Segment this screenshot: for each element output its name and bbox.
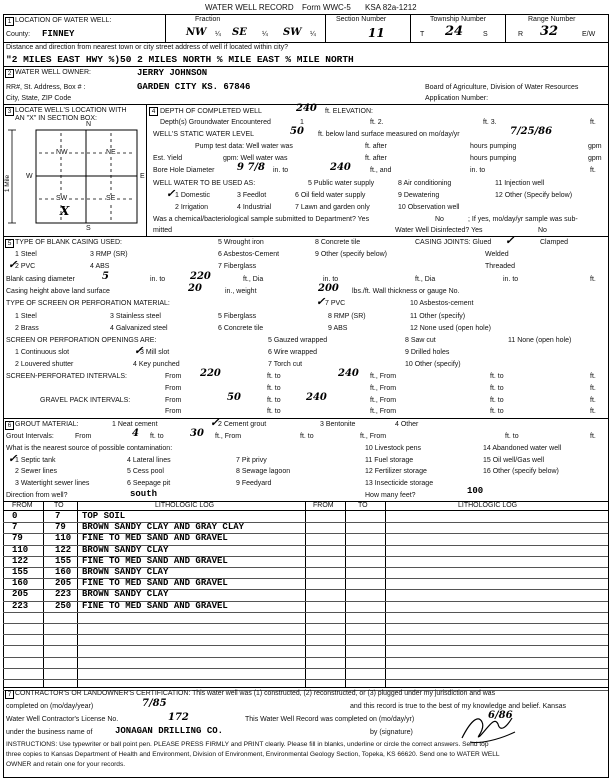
disinfect-no: No	[538, 227, 547, 234]
log-header-to: TO	[54, 502, 64, 509]
township-t: T	[420, 31, 425, 38]
log-description-cell: FINE TO MED SAND AND GRAVEL	[82, 600, 228, 611]
opening-7: 7 Torch cut	[268, 361, 303, 368]
completed-label: completed on (mo/day/year)	[6, 703, 94, 710]
log-to-cell: 7	[55, 511, 61, 521]
quarter-2: ¼	[262, 31, 268, 38]
gravel-from: From	[165, 397, 182, 404]
board-label: Board of Agriculture, Division of Water Resources	[425, 84, 579, 91]
contam-7: 7 Pit privy	[236, 457, 267, 464]
gravel-ft-to-3: ft. to	[267, 408, 281, 415]
casing-weight-label: in., weight	[225, 288, 257, 295]
chem-if: ; If yes, mo/day/yr sample was sub-	[468, 216, 578, 223]
contam-11: 11 Fuel storage	[365, 457, 414, 464]
log-header-lithologic: LITHOLOGIC LOG	[155, 502, 215, 509]
log-header-to-2: TO	[358, 502, 368, 509]
perf-ft-to: ft. to	[267, 373, 281, 380]
contam-label: What is the nearest source of possible contamination:	[6, 445, 173, 452]
range-value: 32	[540, 24, 559, 39]
casing-diameter-to: 220	[190, 271, 211, 282]
yield-gpm-end: gpm	[588, 155, 602, 162]
business-label: under the business name of	[6, 729, 93, 736]
grout-ft-to-2: ft. to	[300, 433, 314, 440]
form-number: Form WWC-5	[302, 3, 351, 12]
casing-label: TYPE OF BLANK CASING USED:	[15, 239, 122, 246]
log-to-cell: 155	[55, 555, 72, 566]
perf-from-2: From	[165, 385, 182, 392]
yield-label: Est. Yield	[153, 155, 183, 162]
use-7: 7 Lawn and garden only	[295, 204, 370, 211]
bore-ft-and: ft., and	[370, 167, 392, 174]
screen-8: 8 RMP (SR)	[328, 313, 366, 320]
fraction-3: SW	[283, 27, 302, 38]
fraction-2: SE	[232, 27, 247, 38]
casing-6: 6 Asbestos-Cement	[218, 251, 280, 258]
use-3: 3 Feedlot	[237, 192, 267, 199]
septic-check: ✓	[8, 452, 18, 465]
record-date: 6/86	[488, 710, 513, 721]
bore-ft-end: ft.	[590, 167, 596, 174]
log-description-cell: FINE TO MED SAND AND GRAVEL	[82, 578, 228, 589]
instructions-line-1: INSTRUCTIONS: Use typewriter or ball point pen. PLEASE PRESS FIRMLY and PRINT clearly. Please fill in blanks, underline or circle the correct answers. Send top	[6, 741, 489, 748]
screen-label: TYPE OF SCREEN OR PERFORATION MATERIAL:	[6, 300, 170, 307]
yield-ft-after: ft. after	[365, 155, 387, 162]
contam-4: 4 Lateral lines	[127, 457, 171, 464]
contam-15: 15 Oil well/Gas well	[483, 457, 545, 464]
grout-to-value: 30	[190, 428, 204, 439]
license-label: Water Well Contractor's License No.	[6, 716, 119, 723]
gravel-ft-to-4: ft. to	[490, 408, 504, 415]
cement-grout-check: ✓	[210, 416, 220, 429]
grout-2: 2 Cement grout	[218, 421, 267, 428]
contam-14: 14 Abandoned water well	[483, 445, 562, 452]
perf-ft-from: ft., From	[370, 373, 397, 380]
log-from-cell: 79	[12, 533, 23, 544]
groundwater-label: Depth(s) Groundwater Encountered	[160, 119, 271, 126]
license-value: 172	[168, 712, 189, 723]
casing-diameter-in-to: in. to	[150, 276, 166, 283]
screen-4: 4 Galvanized steel	[110, 325, 168, 332]
casing-threaded: Threaded	[485, 263, 515, 270]
screen-11: 11 Other (specify)	[410, 313, 466, 320]
contam-1: 1 Septic tank	[15, 457, 56, 464]
glued-check-mark: ✓	[505, 234, 515, 247]
casing-diameter-ft: ft., Dia	[243, 276, 264, 283]
direction-label: Direction from well?	[6, 492, 68, 499]
gravel-to-value: 240	[306, 392, 327, 403]
use-10: 10 Observation well	[398, 204, 460, 211]
static-level-label: WELL'S STATIC WATER LEVEL	[153, 131, 255, 138]
screen-5: 5 Fiberglass	[218, 313, 257, 320]
distance-label: Distance and direction from nearest town or city street address of well if located within city?	[6, 44, 289, 51]
grout-from-value: 4	[132, 428, 139, 439]
log-from-cell: 205	[12, 589, 29, 600]
groundwater-ft2: ft. 2.	[370, 119, 384, 126]
depth-label: DEPTH OF COMPLETED WELL	[160, 108, 262, 115]
yield-gpm: gpm: Well water was	[223, 155, 288, 162]
gravel-ft-from-2: ft., From	[370, 408, 397, 415]
perf-ft-to-4: ft. to	[490, 385, 504, 392]
log-description-cell: FINE TO MED SAND AND GRAVEL	[82, 533, 228, 544]
contam-3: 3 Watertight sewer lines	[15, 480, 90, 487]
section-6-number: 6	[5, 421, 14, 430]
bore-in-to-2: in. to	[470, 167, 486, 174]
instructions-line-3: OWNER and retain one for your records.	[6, 761, 126, 768]
opening-6: 6 Wire wrapped	[268, 349, 318, 356]
casing-clamped: Clamped	[540, 239, 569, 246]
grout-1: 1 Neat cement	[112, 421, 158, 428]
pump-test-label: Pump test data: Well water was	[195, 143, 293, 150]
section-1-number: 1	[5, 17, 14, 26]
map-n: N	[86, 121, 92, 128]
map-mile: 1 Mile	[4, 174, 12, 193]
fraction-label: Fraction	[195, 16, 221, 23]
gravel-ft: ft.	[590, 397, 596, 404]
log-to-cell: 79	[55, 522, 66, 533]
use-5: 5 Public water supply	[308, 180, 375, 187]
section-number-value: 11	[368, 26, 385, 40]
use-6: 6 Oil field water supply	[295, 192, 366, 199]
range-r: R	[518, 31, 524, 38]
pump-hours: hours pumping	[470, 143, 517, 150]
screen-1: 1 Steel	[15, 313, 37, 320]
location-label: LOCATION OF WATER WELL:	[15, 17, 112, 24]
range-label: Range Number	[528, 16, 576, 23]
gravel-from-2: From	[165, 408, 182, 415]
log-from-cell: 0	[12, 511, 18, 521]
casing-height-value: 20	[188, 283, 202, 294]
casing-8: 8 Concrete tile	[315, 239, 361, 246]
log-from-cell: 155	[12, 567, 29, 577]
address-value: GARDEN CITY KS. 67846	[137, 82, 251, 92]
gravel-ft-to: ft. to	[267, 397, 281, 404]
perf-ft-from-2: ft., From	[370, 385, 397, 392]
casing-diameter-in-to-3: in. to	[503, 276, 519, 283]
casing-2: 2 PVC	[15, 263, 36, 270]
casing-joints-label: CASING JOINTS: Glued	[415, 239, 492, 246]
township-s: S	[483, 31, 488, 38]
log-from-cell: 223	[12, 600, 29, 611]
bore-in-to: in. to	[273, 167, 289, 174]
perforated-label: SCREEN-PERFORATED INTERVALS:	[6, 373, 127, 380]
depth-ft: ft. ELEVATION:	[325, 108, 373, 115]
groundwater-ft3: ft. 3.	[483, 119, 497, 126]
grout-ft-to-3: ft. to	[505, 433, 519, 440]
howmany-value: 100	[467, 486, 484, 496]
section-7-number: 7	[5, 690, 14, 699]
use-9: 9 Dewatering	[398, 192, 440, 199]
opening-4: 4 Key punched	[133, 361, 180, 368]
log-from-cell: 160	[12, 578, 29, 589]
township-value: 24	[445, 24, 464, 39]
casing-3: 3 RMP (SR)	[90, 251, 128, 258]
quadrant-se: SE	[106, 195, 116, 202]
direction-value: south	[130, 489, 158, 499]
casing-welded: Welded	[485, 251, 509, 258]
screen-2: 2 Brass	[15, 325, 39, 332]
township-label: Township Number	[430, 16, 487, 23]
grout-4: 4 Other	[395, 421, 419, 428]
contam-10: 10 Livestock pens	[365, 445, 422, 452]
perf-to-value: 240	[338, 368, 359, 379]
log-description-cell: TOP SOIL	[82, 511, 126, 521]
instructions-line-2: three copies to Kansas Department of Health and Environment, Division of Environment, Environmental Geology Section, Topeka, KS 66620. Send one to WATER WELL	[6, 751, 500, 758]
screen-9: 9 ABS	[328, 325, 348, 332]
chem-mitted: mitted	[153, 227, 173, 234]
contam-8: 8 Sewage lagoon	[236, 468, 291, 475]
completed-rest: and this record is true to the best of my knowledge and belief. Kansas	[350, 703, 566, 710]
gravel-ft-2: ft.	[590, 408, 596, 415]
map-w: W	[26, 173, 33, 180]
grout-from: From	[75, 433, 92, 440]
groundwater-ft: ft.	[590, 119, 596, 126]
use-label: WELL WATER TO BE USED AS:	[153, 180, 256, 187]
section-3-number: 3	[5, 107, 14, 116]
log-header-from: FROM	[12, 502, 33, 509]
casing-diameter-ft-3: ft.	[590, 276, 596, 283]
grout-ft-from-2: ft., From	[360, 433, 387, 440]
distance-value: "2 MILES EAST HWY %)50 2 MILES NORTH % MILE EAST % MILE NORTH	[6, 54, 354, 65]
use-11: 11 Injection well	[495, 180, 545, 187]
casing-4: 4 ABS	[90, 263, 110, 270]
log-to-cell: 110	[55, 533, 72, 544]
perf-ft: ft.	[590, 373, 596, 380]
county-label: County:	[6, 31, 31, 38]
grout-ft-to: ft. to	[150, 433, 164, 440]
business-value: JONAGAN DRILLING CO.	[115, 726, 224, 736]
yield-hours: hours pumping	[470, 155, 517, 162]
contam-12: 12 Fertilizer storage	[365, 468, 427, 475]
section-2-number: 2	[5, 69, 14, 78]
log-to-cell: 160	[55, 567, 72, 577]
quarter-3: ¼	[310, 31, 316, 38]
quadrant-sw: SW	[56, 195, 68, 202]
static-level-value: 50	[290, 126, 304, 137]
license-rest: This Water Well Record was completed on (mo/day/yr)	[245, 716, 415, 723]
casing-diameter-in-to-2: in. to	[323, 276, 339, 283]
log-description-cell: BROWN SANDY CLAY AND GRAY CLAY	[82, 522, 245, 533]
static-level-date: 7/25/86	[510, 126, 553, 137]
chem-no: No	[435, 216, 444, 223]
howmany-label: How many feet?	[365, 492, 416, 499]
log-to-cell: 122	[55, 544, 72, 555]
casing-weight-unit: lbs./ft. Wall thickness or gauge No.	[352, 288, 460, 295]
contam-9: 9 Feedyard	[236, 480, 272, 487]
perf-ft-2: ft.	[590, 385, 596, 392]
screen-10: 10 Asbestos-cement	[410, 300, 474, 307]
city-label: City, State, ZIP Code	[6, 95, 72, 102]
gravel-label: GRAVEL PACK INTERVALS:	[40, 397, 131, 404]
bore-to-value: 240	[330, 162, 351, 173]
perf-ft-to-2: ft. to	[490, 373, 504, 380]
screen-7: 7 PVC	[325, 300, 346, 307]
pump-gpm: gpm	[588, 143, 602, 150]
mill-slot-check: ✓	[134, 344, 144, 357]
completed-value: 7/85	[142, 698, 167, 709]
fraction-1: NW	[186, 27, 207, 38]
quadrant-nw: NW	[56, 149, 68, 156]
quadrant-ne: NE	[106, 149, 116, 156]
log-description-cell: BROWN SANDY CLAY	[82, 589, 169, 600]
log-from-cell: 7	[12, 522, 18, 533]
grout-ft-from: ft., From	[215, 433, 242, 440]
use-2: 2 Irrigation	[175, 204, 209, 211]
casing-diameter-label: Blank casing diameter	[6, 276, 75, 283]
use-8: 8 Air conditioning	[398, 180, 452, 187]
depth-value: 240	[296, 103, 317, 114]
gravel-ft-to-2: ft. to	[490, 397, 504, 404]
opening-11: 11 None (open hole)	[508, 337, 572, 344]
county-value: FINNEY	[42, 29, 75, 39]
bore-label: Bore Hole Diameter	[153, 167, 215, 174]
opening-2: 2 Louvered shutter	[15, 361, 74, 368]
opening-10: 10 Other (specify)	[405, 361, 461, 368]
casing-7: 7 Fiberglass	[218, 263, 257, 270]
address-label: RR#, St. Address, Box # :	[6, 84, 86, 91]
use-12: 12 Other (Specify below)	[495, 192, 573, 199]
opening-8: 8 Saw cut	[405, 337, 436, 344]
openings-label: SCREEN OR PERFORATION OPENINGS ARE:	[6, 337, 157, 344]
static-level-text: ft. below land surface measured on mo/day/yr	[318, 131, 460, 138]
contam-16: 16 Other (specify below)	[483, 468, 559, 475]
owner-value: JERRY JOHNSON	[137, 68, 208, 78]
contam-5: 5 Cess pool	[127, 468, 164, 475]
certification-text: CONTRACTOR'S OR LANDOWNER'S CERTIFICATION: This water well was (1) constructed, (2) reconstructed, or (3) plugged under my jurisdiction and was	[15, 690, 496, 697]
screen-12: 12 None used (open hole)	[410, 325, 491, 332]
log-to-cell: 250	[55, 600, 72, 611]
contam-13: 13 Insecticide storage	[365, 480, 434, 487]
gravel-ft-from: ft., From	[370, 397, 397, 404]
casing-diameter-ft-2: ft., Dia	[415, 276, 436, 283]
use-4: 4 Industrial	[237, 204, 272, 211]
map-e: E	[140, 173, 145, 180]
owner-label: WATER WELL OWNER:	[15, 69, 91, 76]
map-s: S	[86, 225, 91, 232]
opening-1: 1 Continuous slot	[15, 349, 70, 356]
grout-label: GROUT MATERIAL:	[15, 421, 79, 428]
range-ew: E/W	[582, 31, 596, 38]
perf-from: From	[165, 373, 182, 380]
pvc-check-mark: ✓	[8, 258, 18, 271]
use-1: 1 Domestic	[175, 192, 211, 199]
perf-from-value: 220	[200, 368, 221, 379]
log-to-cell: 223	[55, 589, 72, 600]
form-ksa: KSA 82a-1212	[365, 3, 417, 12]
form-title: WATER WELL RECORD	[205, 3, 294, 12]
disinfect-label: Water Well Disinfected? Yes	[395, 227, 483, 234]
locate-label-2: AN "X" IN SECTION BOX:	[15, 115, 97, 122]
log-description-cell: BROWN SANDY CLAY	[82, 567, 169, 577]
signature-label: by (signature)	[370, 729, 413, 736]
grout-3: 3 Bentonite	[320, 421, 356, 428]
contam-6: 6 Seepage pit	[127, 480, 171, 487]
perf-ft-to-3: ft. to	[267, 385, 281, 392]
screen-3: 3 Stainless steel	[110, 313, 161, 320]
log-header-from-2: FROM	[313, 502, 334, 509]
screen-6: 6 Concrete tile	[218, 325, 264, 332]
casing-5: 5 Wrought iron	[218, 239, 264, 246]
section-number-label: Section Number	[336, 16, 387, 23]
log-description-cell: BROWN SANDY CLAY	[82, 544, 169, 555]
casing-1: 1 Steel	[15, 251, 37, 258]
opening-3: 3 Mill slot	[140, 349, 170, 356]
domestic-check-mark: ✓	[166, 187, 176, 200]
casing-9: 9 Other (specify below)	[315, 251, 387, 258]
quarter-1: ¼	[215, 31, 221, 38]
contam-2: 2 Sewer lines	[15, 468, 58, 475]
well-location-x: X	[60, 204, 70, 218]
grout-ft: ft.	[590, 433, 596, 440]
application-number-label: Application Number:	[425, 95, 489, 102]
log-from-cell: 122	[12, 555, 29, 566]
bore-value: 9 7/8	[237, 162, 266, 173]
chem-label: Was a chemical/bacteriological sample submitted to Department? Yes	[153, 216, 370, 223]
opening-9: 9 Drilled holes	[405, 349, 450, 356]
gravel-from-value: 50	[227, 392, 241, 403]
log-from-cell: 110	[12, 544, 29, 555]
screen-pvc-check: ✓	[316, 295, 326, 308]
log-description-cell: FINE TO MED SAND AND GRAVEL	[82, 555, 228, 566]
locate-label: LOCATE WELL'S LOCATION WITH	[15, 107, 127, 114]
opening-5: 5 Gauzed wrapped	[268, 337, 328, 344]
section-5-number: 5	[5, 239, 14, 248]
casing-height-label: Casing height above land surface	[6, 288, 110, 295]
grout-intervals-label: Grout Intervals:	[6, 433, 54, 440]
casing-diameter-value: 5	[102, 271, 109, 282]
pump-ft-after: ft. after	[365, 143, 387, 150]
section-4-number: 4	[149, 107, 158, 116]
log-to-cell: 205	[55, 578, 72, 589]
casing-weight-value: 200	[318, 283, 339, 294]
log-header-lithologic-2: LITHOLOGIC LOG	[458, 502, 518, 509]
groundwater-1: 1	[300, 119, 304, 126]
